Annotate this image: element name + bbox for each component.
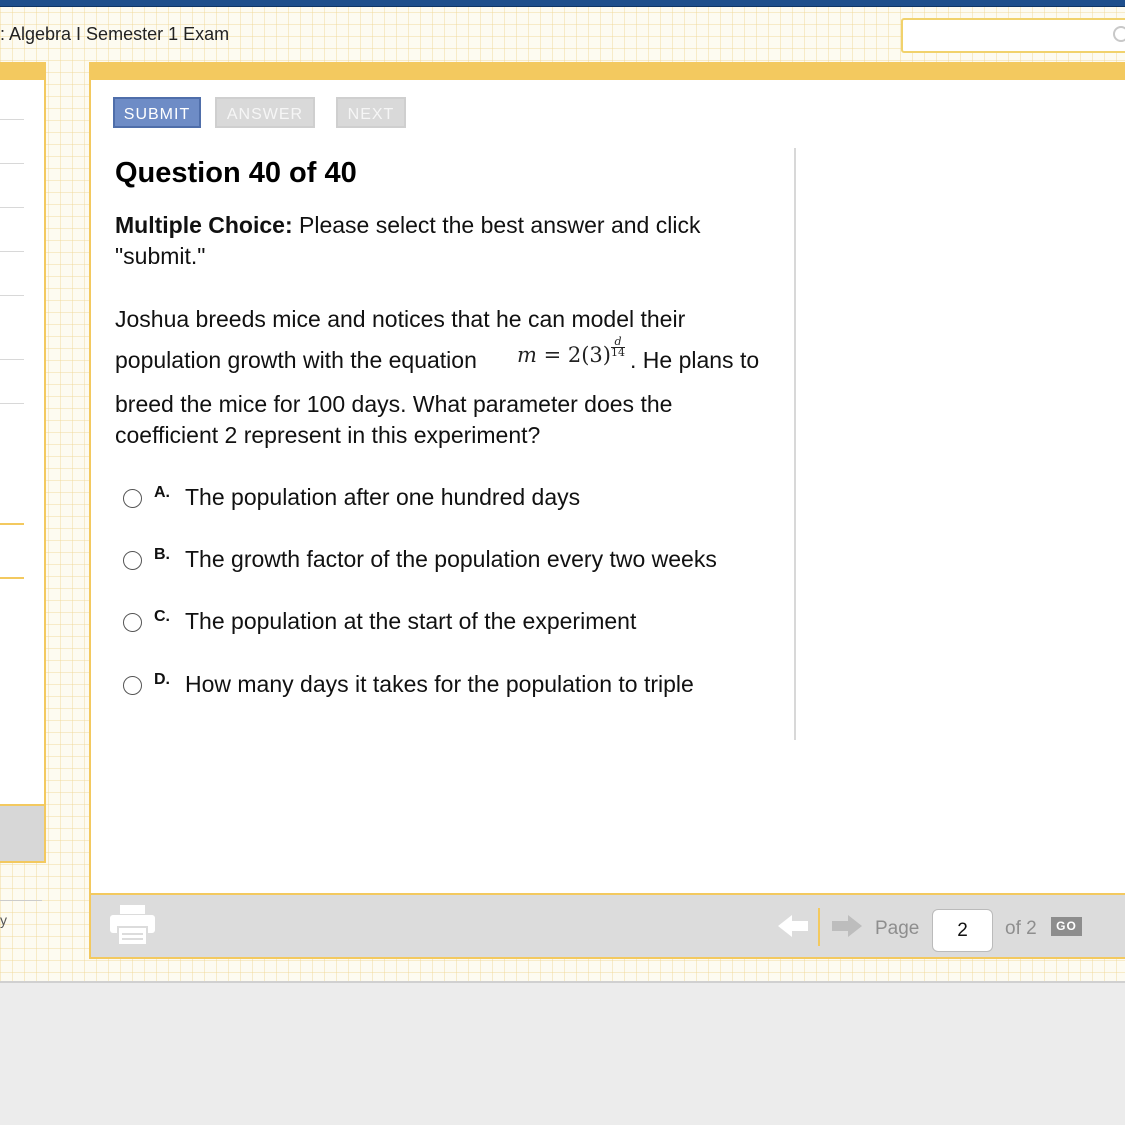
sidebar-item[interactable] — [0, 577, 24, 579]
question-body-line: Joshua breeds mice and notices that he can model their — [115, 306, 686, 332]
choice-text: The population at the start of the experiment — [185, 608, 637, 634]
choice-letter: C. — [154, 608, 170, 625]
choice-c[interactable] — [123, 608, 783, 638]
sidebar-item[interactable] — [0, 523, 24, 525]
instruction — [115, 210, 785, 272]
submit-button[interactable]: SUBMIT — [113, 97, 201, 128]
sidebar-item[interactable] — [0, 119, 24, 120]
choice-text: The growth factor of the population every two weeks — [185, 546, 717, 572]
equation-body: = 2(3) — [536, 343, 611, 367]
sidebar-footer-text: y — [0, 912, 7, 928]
instruction-label: Multiple Choice: — [115, 212, 293, 238]
question-body-line: breed the mice for 100 days. What parameter does the — [115, 391, 673, 417]
radio-icon[interactable] — [123, 489, 142, 508]
sidebar-item[interactable] — [0, 207, 24, 208]
sidebar-item[interactable] — [0, 251, 24, 252]
choice-b[interactable] — [123, 546, 783, 576]
sidebar-item[interactable] — [0, 163, 24, 164]
choice-letter: A. — [154, 484, 170, 501]
choice-letter: D. — [154, 671, 170, 688]
equation — [517, 335, 625, 367]
sidebar-rule — [0, 900, 42, 901]
equation-exponent — [611, 337, 625, 358]
choice-text: How many days it takes for the population to triple — [185, 671, 694, 697]
choice-letter: B. — [154, 546, 170, 563]
question-body-line: coefficient 2 represent in this experiment? — [115, 422, 541, 448]
sidebar-item[interactable] — [0, 359, 24, 360]
sidebar-item[interactable] — [0, 295, 24, 296]
page-count-label: of 2 — [1005, 918, 1037, 939]
question-body-line: population growth with the equation — [115, 347, 477, 373]
choice-text: The population after one hundred days — [185, 484, 581, 510]
arrow-left-icon[interactable] — [778, 915, 810, 937]
question-title: Question 40 of 40 — [115, 157, 357, 189]
search-icon[interactable] — [1113, 26, 1125, 42]
main-panel-header — [91, 62, 1125, 80]
print-icon[interactable] — [110, 905, 155, 945]
question-body-line: . He plans to — [630, 347, 760, 373]
top-bar — [0, 0, 1125, 7]
search-input[interactable] — [901, 18, 1125, 53]
page-label: Page — [875, 918, 920, 939]
page-divider — [0, 981, 1125, 983]
sidebar-footer — [0, 804, 44, 861]
answer-button[interactable]: ANSWER — [215, 97, 315, 128]
go-button[interactable]: GO — [1051, 917, 1082, 936]
sidebar — [0, 62, 46, 863]
instruction-text: Please select the best answer and click "submit." — [115, 212, 701, 269]
radio-icon[interactable] — [123, 676, 142, 695]
page-number-input[interactable] — [932, 909, 993, 952]
pager-separator — [818, 908, 820, 946]
content-divider — [794, 148, 796, 740]
sidebar-header — [0, 62, 46, 80]
sidebar-item[interactable] — [0, 403, 24, 404]
choice-a[interactable] — [123, 484, 783, 514]
exam-title: : Algebra I Semester 1 Exam — [0, 24, 230, 44]
exponent-denominator: 14 — [611, 346, 625, 359]
equation-variable: m — [517, 343, 537, 367]
choice-d[interactable] — [123, 671, 783, 701]
arrow-right-icon[interactable] — [830, 915, 862, 937]
radio-icon[interactable] — [123, 613, 142, 632]
exponent-numerator: d — [614, 335, 622, 348]
radio-icon[interactable] — [123, 551, 142, 570]
next-button[interactable]: NEXT — [336, 97, 406, 128]
